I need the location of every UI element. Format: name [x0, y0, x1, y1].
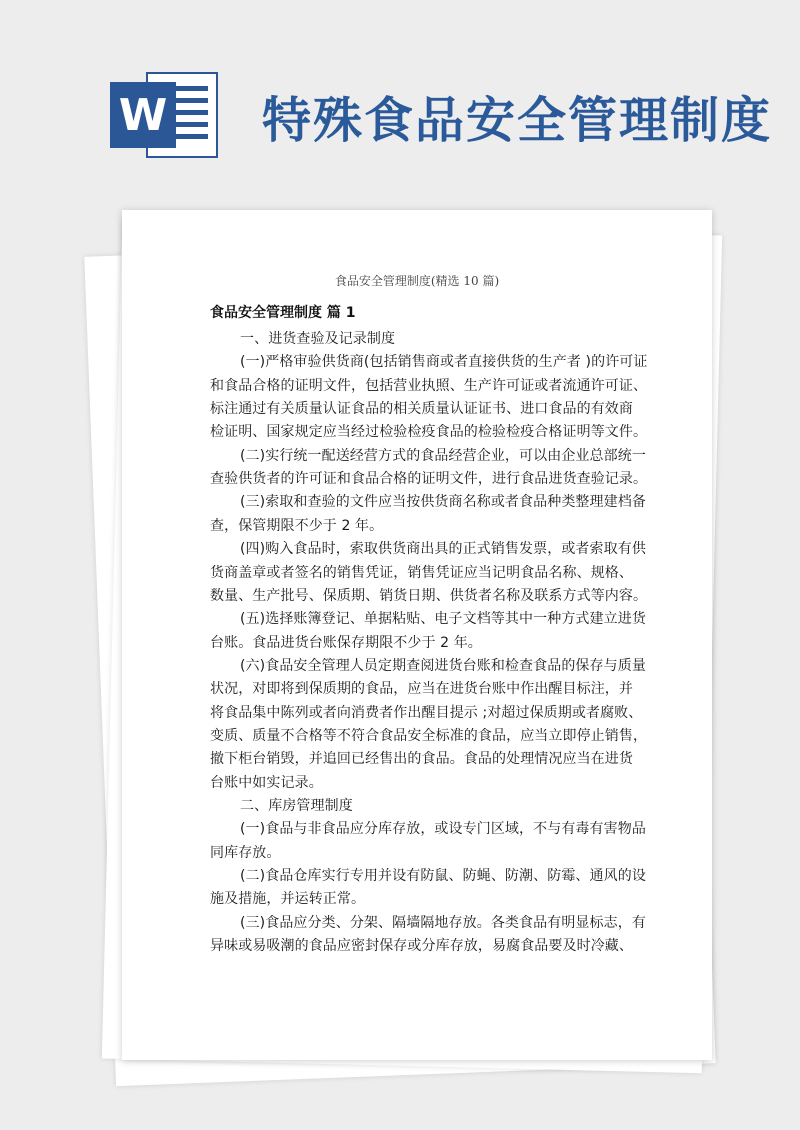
body-line: 查，保管期限不少于 2 年。 — [210, 517, 384, 534]
body-line: 台账。食品进货台账保存期限不少于 2 年。 — [210, 634, 482, 651]
body-line: 和食品合格的证明文件，包括营业执照、生产许可证或者流通许可证、 — [210, 377, 648, 394]
body-line: (一)严格审验供货商(包括销售商或者直接供货的生产者 )的许可证 — [240, 354, 648, 371]
body-line: 二、库房管理制度 — [240, 798, 353, 814]
body-line: 施及措施，并运转正常。 — [210, 891, 366, 908]
body-line: (四)购入食品时，索取供货商出具的正式销售发票，或者索取有供 — [240, 541, 646, 558]
body-line: 数量、生产批号、保质期、销货日期、供货者名称及联系方式等内容。 — [210, 587, 648, 604]
document-title: 食品安全管理制度(精选 10 篇) — [334, 274, 500, 288]
word-document-icon — [110, 72, 218, 158]
section-heading: 食品安全管理制度 篇 1 — [210, 305, 356, 321]
body-line: 货商盖章或者签名的销售凭证，销售凭证应当记明食品名称、规格、 — [210, 564, 633, 581]
body-line: (六)食品安全管理人员定期查阅进货台账和检查食品的保存与质量 — [240, 657, 646, 674]
body-line: 状况，对即将到保质期的食品，应当在进货台账中作出醒目标注，并 — [210, 681, 633, 698]
body-line: 变质、质量不合格等不符合食品安全标准的食品，应当立即停止销售， — [210, 727, 648, 744]
body-line: 同库存放。 — [210, 844, 281, 861]
body-line: (五)选择账簿登记、单据粘贴、电子文档等其中一种方式建立进货 — [240, 611, 646, 628]
body-line: (一)食品与非食品应分库存放，或设专门区域，不与有毒有害物品 — [240, 821, 646, 838]
body-line: 一、进货查验及记录制度 — [240, 331, 396, 347]
body-line: (二)实行统一配送经营方式的食品经营企业，可以由企业总部统一 — [240, 447, 646, 464]
body-line: 撤下柜台销毁，并追回已经售出的食品。食品的处理情况应当在进货 — [210, 751, 633, 768]
body-line: 标注通过有关质量认证食品的相关质量认证证书、进口食品的有效商 — [210, 401, 633, 418]
page-title: 特殊食品安全管理制度 — [262, 92, 773, 149]
document-page — [122, 210, 712, 1060]
body-line: 台账中如实记录。 — [210, 774, 323, 791]
body-line: 将食品集中陈列或者向消费者作出醒目提示 ;对超过保质期或者腐败、 — [210, 704, 643, 721]
body-line: 检证明、国家规定应当经过检验检疫食品的检验检疫合格证明等文件。 — [210, 424, 648, 441]
body-line: 异味或易吸潮的食品应密封保存或分库存放，易腐食品要及时冷藏、 — [210, 938, 633, 955]
banner-header — [0, 0, 800, 200]
body-line: 查验供货者的许可证和食品合格的证明文件，进行食品进货查验记录。 — [210, 471, 648, 488]
body-line: (二)食品仓库实行专用并设有防鼠、防蝇、防潮、防霉、通风的设 — [240, 868, 646, 885]
body-line: (三)索取和查验的文件应当按供货商名称或者食品种类整理建档备 — [240, 494, 646, 511]
body-line: (三)食品应分类、分架、隔墙隔地存放。各类食品有明显标志，有 — [240, 914, 646, 931]
word-icon-letter: W — [110, 82, 176, 148]
